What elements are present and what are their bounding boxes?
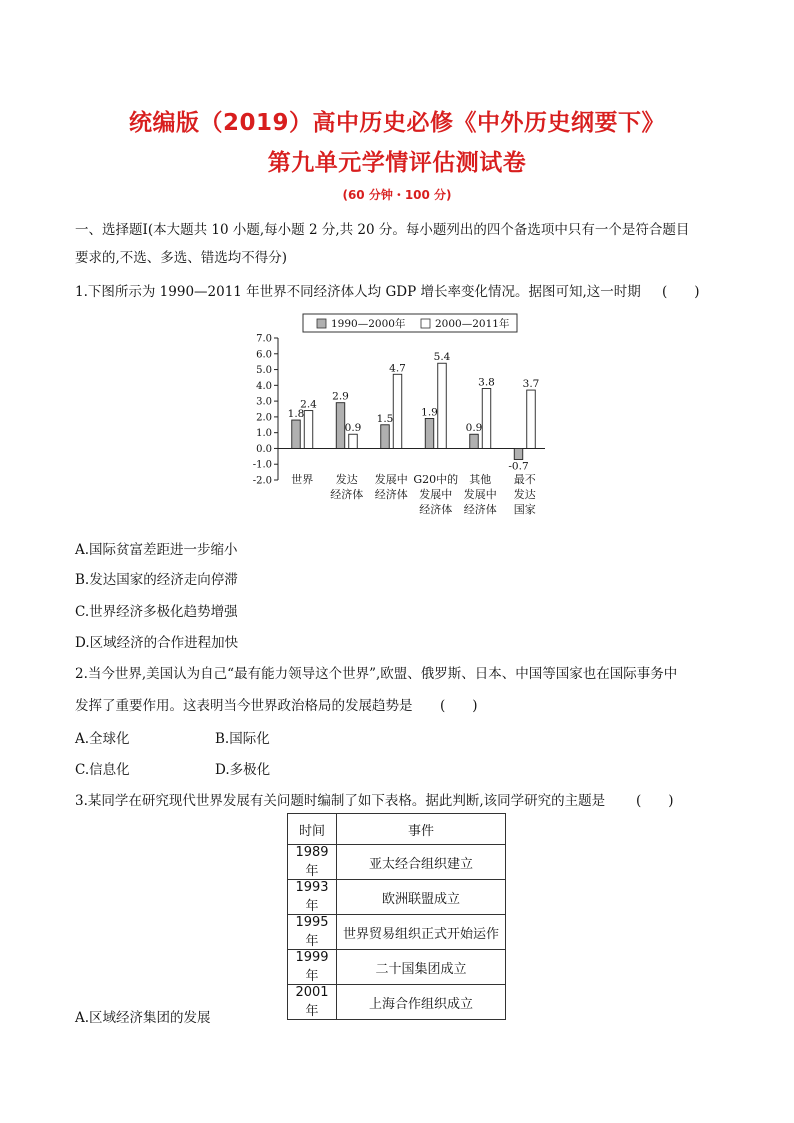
question-2-option-c[interactable]: C.信息化 xyxy=(75,762,130,778)
y-tick-label: 2.0 xyxy=(256,412,272,424)
question-2-option-b[interactable]: B.国际化 xyxy=(215,731,270,747)
legend-label: 1990—2000年 xyxy=(331,318,406,330)
table-header-event: 事件 xyxy=(337,814,506,845)
bar xyxy=(482,388,491,448)
table-cell-year: 1989 年 xyxy=(288,845,337,880)
table-cell-year: 2001 年 xyxy=(288,985,337,1020)
data-label: 3.8 xyxy=(478,376,495,389)
data-label: 1.5 xyxy=(376,412,394,425)
time-score-note: (60 分钟・100 分) xyxy=(342,188,452,202)
y-tick-label: 4.0 xyxy=(256,380,272,392)
y-tick-label: 5.0 xyxy=(256,365,272,377)
table-row xyxy=(288,915,506,950)
table-row xyxy=(288,950,506,985)
question-1-answer-blank: ( ) xyxy=(662,284,700,300)
data-label: 1.8 xyxy=(287,408,305,421)
table-cell-event: 亚太经合组织建立 xyxy=(337,845,506,880)
y-tick-label: 3.0 xyxy=(256,396,272,408)
data-label: 3.7 xyxy=(522,378,540,391)
data-label: 2.9 xyxy=(332,390,349,403)
data-label: -0.7 xyxy=(508,460,529,473)
question-3-stem: 3.某同学在研究现代世界发展有关问题时编制了如下表格。据此判断,该同学研究的主题是 xyxy=(75,793,606,809)
bar xyxy=(425,418,434,448)
question-2-option-d[interactable]: D.多极化 xyxy=(215,762,271,778)
table-cell-event: 二十国集团成立 xyxy=(337,950,506,985)
bar xyxy=(349,434,358,448)
y-tick-label: -1.0 xyxy=(252,459,272,471)
bar xyxy=(470,434,479,448)
question-1-option-d[interactable]: D.区域经济的合作进程加快 xyxy=(75,635,239,651)
bar xyxy=(304,411,313,449)
table-row xyxy=(288,985,506,1020)
table-header-time: 时间 xyxy=(288,814,337,845)
table-cell-year: 1993 年 xyxy=(288,880,337,915)
table-cell-event: 世界贸易组织正式开始运作 xyxy=(337,915,506,950)
category-label: 最不 xyxy=(513,473,536,486)
bar xyxy=(514,448,523,459)
bar xyxy=(527,390,536,448)
data-label: 4.7 xyxy=(389,362,406,375)
section-intro-line-2: 要求的,不选、多选、错选均不得分) xyxy=(75,250,288,266)
category-label: 经济体 xyxy=(419,503,453,516)
question-3-option-a[interactable]: A.区域经济集团的发展 xyxy=(75,1010,211,1026)
category-label: 发展中 xyxy=(463,488,497,501)
legend-swatch xyxy=(317,319,326,328)
category-label: 其他 xyxy=(469,473,492,486)
category-label: 经济体 xyxy=(463,503,497,516)
category-label: 世界 xyxy=(291,473,314,486)
table-cell-event: 欧洲联盟成立 xyxy=(337,880,506,915)
category-label: G20中的 xyxy=(413,473,459,486)
data-label: 0.9 xyxy=(465,422,483,435)
y-tick-label: 1.0 xyxy=(256,428,272,440)
category-label: 经济体 xyxy=(374,488,408,501)
question-1-option-a[interactable]: A.国际贫富差距进一步缩小 xyxy=(75,542,238,558)
data-label: 5.4 xyxy=(433,351,451,364)
category-label: 发达 xyxy=(335,473,358,486)
y-tick-label: 0.0 xyxy=(256,443,272,455)
legend-label: 2000—2011年 xyxy=(435,318,510,330)
data-label: 2.4 xyxy=(300,398,317,411)
bar xyxy=(393,374,402,448)
table-cell-year: 1995 年 xyxy=(288,915,337,950)
question-1-option-c[interactable]: C.世界经济多极化趋势增强 xyxy=(75,604,238,620)
question-2-answer-blank: ( ) xyxy=(440,698,478,714)
category-label: 发达 xyxy=(513,488,536,501)
question-3-answer-blank: ( ) xyxy=(636,793,674,809)
document-title: 统编版（2019）高中历史必修《中外历史纲要下》 xyxy=(128,110,665,136)
category-label: 发展中 xyxy=(374,473,408,486)
category-label: 经济体 xyxy=(330,488,364,501)
section-intro-line-1: 一、选择题Ⅰ(本大题共 10 小题,每小题 2 分,共 20 分。每小题列出的四个备选项中只有一个是符合题目 xyxy=(75,222,690,238)
category-label: 发展中 xyxy=(419,488,453,501)
table-row xyxy=(288,880,506,915)
question-1-stem: 1.下图所示为 1990—2011 年世界不同经济体人均 GDP 增长率变化情况。据图可知,这一时期 xyxy=(75,284,641,300)
question-2-stem-line-2: 发挥了重要作用。这表明当今世界政治格局的发展趋势是 xyxy=(75,698,413,714)
y-tick-label: 7.0 xyxy=(256,333,272,345)
table-cell-event: 上海合作组织成立 xyxy=(337,985,506,1020)
y-tick-label: -2.0 xyxy=(252,475,272,487)
category-label: 国家 xyxy=(513,503,536,516)
table-header-row xyxy=(288,814,506,845)
gdp-growth-bar-chart xyxy=(240,310,560,530)
bar xyxy=(381,425,390,449)
bar xyxy=(292,420,301,448)
question-2-option-a[interactable]: A.全球化 xyxy=(75,731,130,747)
y-tick-label: 6.0 xyxy=(256,349,272,361)
data-label: 0.9 xyxy=(344,422,362,435)
question-1-option-b[interactable]: B.发达国家的经济走向停滞 xyxy=(75,572,238,588)
table-row xyxy=(288,845,506,880)
table-cell-year: 1999 年 xyxy=(288,950,337,985)
question-2-stem-line-1: 2.当今世界,美国认为自己“最有能力领导这个世界”,欧盟、俄罗斯、日本、中国等国家也在国际事务中 xyxy=(75,666,678,682)
legend-swatch xyxy=(421,319,430,328)
bar xyxy=(336,403,345,449)
document-subtitle-unit: 第九单元学情评估测试卷 xyxy=(267,150,527,176)
data-label: 1.9 xyxy=(421,406,438,419)
bar xyxy=(438,363,447,448)
events-table xyxy=(287,813,506,1020)
